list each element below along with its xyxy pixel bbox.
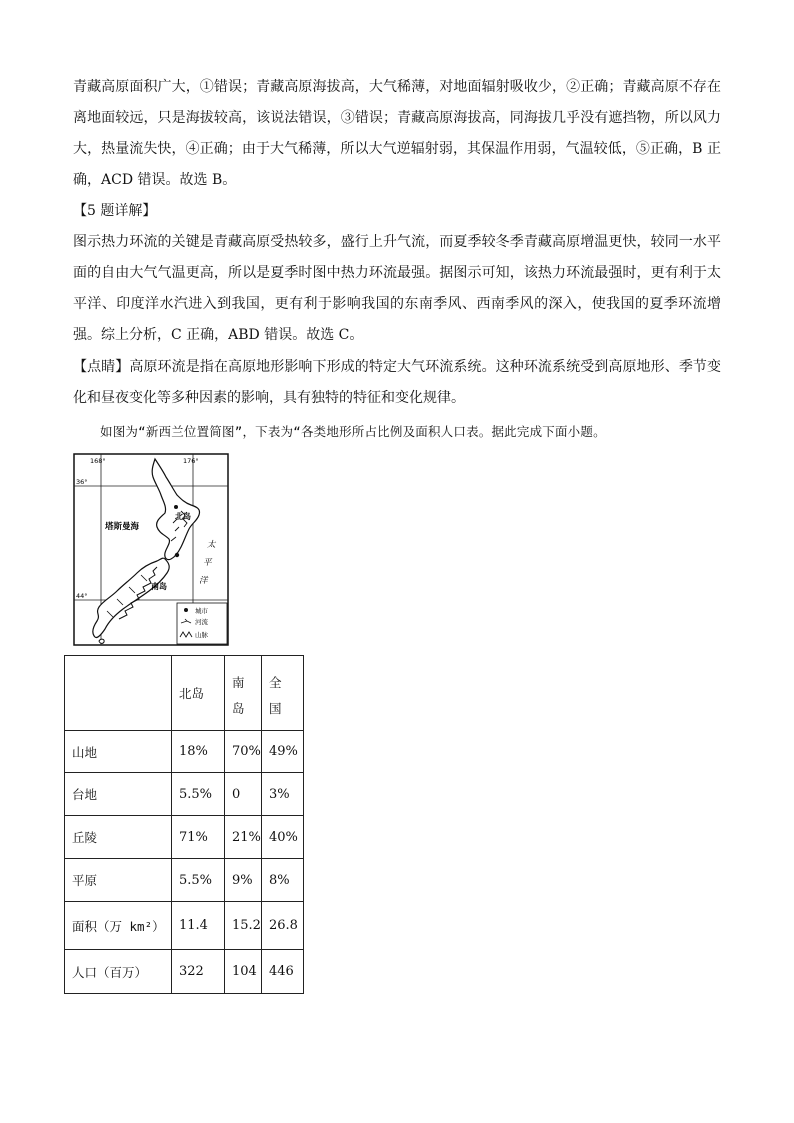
cell-south-island: 15.2 bbox=[225, 902, 262, 950]
south-island-label: 南岛 bbox=[151, 582, 167, 591]
cell-south-island: 70% bbox=[225, 731, 262, 773]
city-dot-north bbox=[174, 505, 178, 509]
new-zealand-map bbox=[73, 453, 229, 646]
city-dot-wellington bbox=[175, 553, 179, 557]
cell-north-island: 11.4 bbox=[172, 902, 225, 950]
col-header-nation bbox=[261, 656, 303, 731]
ocean-char-2: 平 bbox=[203, 558, 212, 568]
cell-nation: 26.8 bbox=[261, 902, 303, 950]
tasman-sea-label: 塔斯曼海 bbox=[105, 522, 140, 532]
south-island-char-2: 岛 bbox=[232, 701, 245, 716]
cell-south-island: 104 bbox=[225, 950, 262, 994]
table-corner-cell bbox=[65, 656, 172, 731]
table-row bbox=[65, 950, 304, 994]
cell-nation: 3% bbox=[261, 773, 303, 816]
table-header-row bbox=[65, 656, 304, 731]
row-label: 丘陵 bbox=[65, 816, 172, 859]
ocean-char-1: 太 bbox=[207, 540, 216, 550]
legend-mountain-label: 山脉 bbox=[195, 631, 208, 639]
table-row bbox=[65, 731, 304, 773]
col-header-north-island: 北岛 bbox=[172, 656, 225, 731]
cell-nation: 40% bbox=[261, 816, 303, 859]
question-5-heading: 【5 题详解】 bbox=[73, 203, 157, 219]
legend-city-label: 城市 bbox=[195, 607, 208, 615]
table-row bbox=[65, 902, 304, 950]
answer-paragraph-4: 青藏高原面积广大，①错误；青藏高原海拔高，大气稀薄，对地面辐射吸收少，②正确；青藏高原不存在离地面较远，只是海拔较高，该说法错误，③错误；青藏高原海拔高，同海拔几乎没有遮挡物，所以风力大，热量流失快，④正确；由于大气稀薄，所以大气逆辐射弱，其保温作用弱，气温较低，⑤正确，B 正确，ACD 错误。故选 B。 bbox=[73, 79, 721, 188]
cell-nation: 446 bbox=[261, 950, 303, 994]
cell-north-island: 5.5% bbox=[172, 859, 225, 902]
cell-north-island: 71% bbox=[172, 816, 225, 859]
cell-south-island: 9% bbox=[225, 859, 262, 902]
tip-paragraph: 【点睛】高原环流是指在高原地形影响下形成的特定大气环流系统。这种环流系统受到高原地形、季节变化和昼夜变化等多种因素的影响，具有独特的特征和变化规律。 bbox=[73, 359, 721, 406]
question-intro: 如图为“新西兰位置简图”，下表为“各类地形所占比例及面积人口表。据此完成下面小题。 bbox=[100, 424, 606, 439]
legend-river-label: 河流 bbox=[195, 618, 208, 626]
row-label: 面积（万 km²） bbox=[65, 902, 172, 950]
stewart-island-shape bbox=[99, 639, 104, 643]
lon-label-176: 176° bbox=[183, 457, 199, 465]
cell-south-island: 0 bbox=[225, 773, 262, 816]
nation-char-1: 全 bbox=[268, 675, 282, 690]
cell-north-island: 322 bbox=[172, 950, 225, 994]
lon-label-168: 168° bbox=[90, 457, 106, 465]
nation-char-2: 国 bbox=[268, 701, 282, 716]
ocean-char-3: 洋 bbox=[199, 576, 208, 586]
table-row bbox=[65, 816, 304, 859]
row-label: 台地 bbox=[65, 773, 172, 816]
cell-north-island: 18% bbox=[172, 731, 225, 773]
cell-south-island: 21% bbox=[225, 816, 262, 859]
north-island-label: 北岛 bbox=[175, 512, 191, 521]
south-island-char-1: 南 bbox=[232, 675, 245, 690]
answer-paragraph-5: 图示热力环流的关键是青藏高原受热较多，盛行上升气流，而夏季较冬季青藏高原增温更快，较同一水平面的自由大气气温更高，所以是夏季时图中热力环流最强。据图示可知，该热力环流最强时，更有利于太平洋、印度洋水汽进入到我国，更有利于影响我国的东南季风、西南季风的深入，使我国的夏季环流增强。综上分析，C 正确，ABD 错误。故选 C。 bbox=[73, 234, 721, 343]
row-label: 平原 bbox=[65, 859, 172, 902]
cell-nation: 8% bbox=[261, 859, 303, 902]
col-header-south-island bbox=[225, 656, 262, 731]
row-label: 人口（百万） bbox=[65, 950, 172, 994]
lat-label-36: 36° bbox=[76, 478, 88, 486]
table-row bbox=[65, 859, 304, 902]
cell-north-island: 5.5% bbox=[172, 773, 225, 816]
row-label: 山地 bbox=[65, 731, 172, 773]
table-row bbox=[65, 773, 304, 816]
legend-city-icon bbox=[184, 608, 188, 612]
cell-nation: 49% bbox=[261, 731, 303, 773]
lat-label-44: 44° bbox=[76, 592, 88, 600]
landform-table bbox=[64, 655, 304, 994]
